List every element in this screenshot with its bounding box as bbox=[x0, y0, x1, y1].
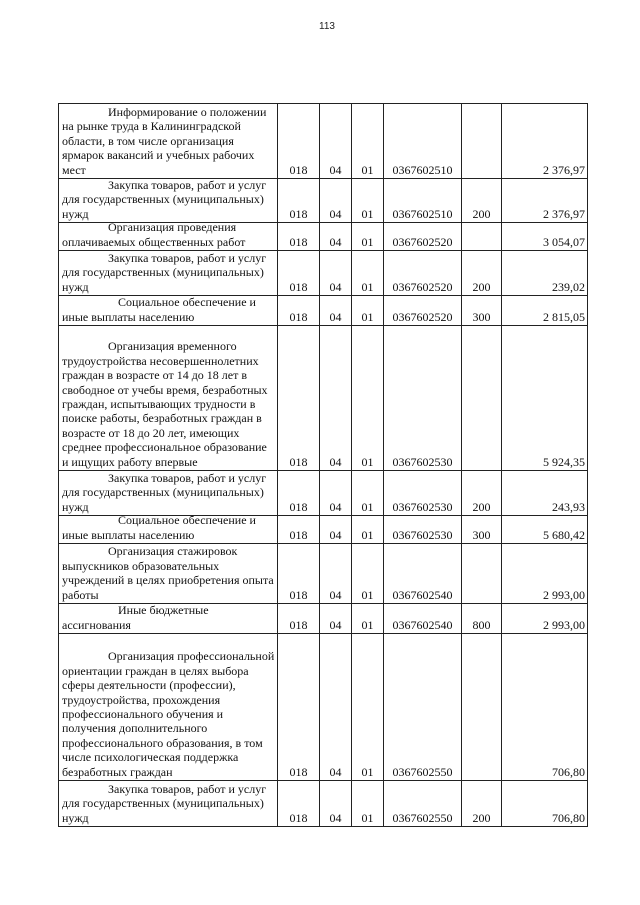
amount: 2 376,97 bbox=[502, 104, 588, 178]
section-code: 04 bbox=[320, 471, 352, 515]
subsection-code: 01 bbox=[352, 544, 384, 603]
section-code: 04 bbox=[320, 326, 352, 470]
amount: 2 993,00 bbox=[502, 544, 588, 603]
expense-type-code bbox=[462, 223, 502, 250]
expense-name: Иные бюджетные ассигнования bbox=[62, 604, 209, 632]
expense-name-cell bbox=[59, 223, 278, 250]
expense-name-cell bbox=[59, 179, 278, 222]
section-code: 04 bbox=[320, 544, 352, 603]
subsection-code: 01 bbox=[352, 604, 384, 633]
target-article-code: 0367602510 bbox=[384, 104, 462, 178]
department-code: 018 bbox=[278, 781, 320, 826]
amount: 3 054,07 bbox=[502, 223, 588, 250]
expense-name: Организация временного трудоустройства несовершеннолетних граждан в возрасте от 14 до 18 лет в свободное от учебы время, безработных граждан, испытывающих трудности в поиске работы, безработных граждан в возрасте от 18 до 20 лет, имеющих среднее профессиональное образование и ищущих работу впервые bbox=[62, 339, 268, 469]
expense-type-code: 200 bbox=[462, 179, 502, 222]
amount: 2 993,00 bbox=[502, 604, 588, 633]
table-row bbox=[59, 781, 588, 827]
department-code: 018 bbox=[278, 634, 320, 780]
target-article-code: 0367602550 bbox=[384, 634, 462, 780]
expense-type-code bbox=[462, 544, 502, 603]
target-article-code: 0367602550 bbox=[384, 781, 462, 826]
amount: 5 680,42 bbox=[502, 516, 588, 543]
expense-type-code: 800 bbox=[462, 604, 502, 633]
table-row bbox=[59, 604, 588, 634]
section-code: 04 bbox=[320, 104, 352, 178]
amount: 706,80 bbox=[502, 781, 588, 826]
expense-name: Организация проведения оплачиваемых общественных работ bbox=[62, 223, 246, 249]
expense-type-code: 200 bbox=[462, 471, 502, 515]
section-code: 04 bbox=[320, 223, 352, 250]
section-code: 04 bbox=[320, 604, 352, 633]
target-article-code: 0367602530 bbox=[384, 326, 462, 470]
expense-name: Организация стажировок выпускников образовательных учреждений в целях приобретения опыта работы bbox=[62, 544, 274, 602]
subsection-code: 01 bbox=[352, 296, 384, 325]
target-article-code: 0367602510 bbox=[384, 179, 462, 222]
expense-name-cell bbox=[59, 251, 278, 295]
table-row bbox=[59, 104, 588, 179]
expense-type-code: 200 bbox=[462, 251, 502, 295]
section-code: 04 bbox=[320, 781, 352, 826]
department-code: 018 bbox=[278, 471, 320, 515]
expense-name-cell bbox=[59, 326, 278, 470]
amount: 5 924,35 bbox=[502, 326, 588, 470]
department-code: 018 bbox=[278, 251, 320, 295]
amount: 239,02 bbox=[502, 251, 588, 295]
expense-name: Закупка товаров, работ и услуг для государственных (муниципальных) нужд bbox=[62, 471, 267, 514]
table-row bbox=[59, 296, 588, 326]
expense-type-code bbox=[462, 326, 502, 470]
section-code: 04 bbox=[320, 296, 352, 325]
subsection-code: 01 bbox=[352, 471, 384, 515]
section-code: 04 bbox=[320, 251, 352, 295]
subsection-code: 01 bbox=[352, 634, 384, 780]
department-code: 018 bbox=[278, 544, 320, 603]
expense-name: Закупка товаров, работ и услуг для государственных (муниципальных) нужд bbox=[62, 781, 267, 825]
target-article-code: 0367602520 bbox=[384, 296, 462, 325]
expense-name-cell bbox=[59, 104, 278, 178]
expense-name-cell bbox=[59, 471, 278, 515]
expense-name: Организация профессиональной ориентации граждан в целях выбора сферы деятельности (профессии), трудоустройства, прохождения профессионального обучения и получения дополнительного профессионального образования, в том числе психологическая поддержка безработных граждан bbox=[62, 649, 275, 779]
table-row bbox=[59, 223, 588, 251]
amount: 2 815,05 bbox=[502, 296, 588, 325]
target-article-code: 0367602530 bbox=[384, 516, 462, 543]
department-code: 018 bbox=[278, 179, 320, 222]
department-code: 018 bbox=[278, 516, 320, 543]
target-article-code: 0367602520 bbox=[384, 251, 462, 295]
target-article-code: 0367602540 bbox=[384, 604, 462, 633]
expense-name-cell bbox=[59, 781, 278, 826]
table-row bbox=[59, 634, 588, 781]
section-code: 04 bbox=[320, 516, 352, 543]
target-article-code: 0367602530 bbox=[384, 471, 462, 515]
subsection-code: 01 bbox=[352, 516, 384, 543]
expense-name-cell bbox=[59, 516, 278, 543]
expense-name: Закупка товаров, работ и услуг для государственных (муниципальных) нужд bbox=[62, 179, 267, 221]
department-code: 018 bbox=[278, 326, 320, 470]
table-row bbox=[59, 251, 588, 296]
table-row bbox=[59, 179, 588, 223]
expense-name: Социальное обеспечение и иные выплаты населению bbox=[62, 296, 256, 324]
amount: 2 376,97 bbox=[502, 179, 588, 222]
table-row bbox=[59, 544, 588, 604]
department-code: 018 bbox=[278, 104, 320, 178]
amount: 243,93 bbox=[502, 471, 588, 515]
subsection-code: 01 bbox=[352, 223, 384, 250]
expense-type-code bbox=[462, 634, 502, 780]
table-row bbox=[59, 471, 588, 516]
department-code: 018 bbox=[278, 223, 320, 250]
expense-type-code: 200 bbox=[462, 781, 502, 826]
expense-name-cell bbox=[59, 634, 278, 780]
expense-name: Социальное обеспечение и иные выплаты населению bbox=[62, 516, 256, 542]
expense-name-cell bbox=[59, 296, 278, 325]
department-code: 018 bbox=[278, 604, 320, 633]
subsection-code: 01 bbox=[352, 326, 384, 470]
subsection-code: 01 bbox=[352, 251, 384, 295]
target-article-code: 0367602540 bbox=[384, 544, 462, 603]
section-code: 04 bbox=[320, 179, 352, 222]
section-code: 04 bbox=[320, 634, 352, 780]
page-number: 113 bbox=[319, 21, 335, 32]
department-code: 018 bbox=[278, 296, 320, 325]
expense-type-code: 300 bbox=[462, 516, 502, 543]
expense-name: Закупка товаров, работ и услуг для государственных (муниципальных) нужд bbox=[62, 251, 267, 294]
expense-name-cell bbox=[59, 544, 278, 603]
expense-type-code: 300 bbox=[462, 296, 502, 325]
table-row bbox=[59, 326, 588, 471]
expense-name-cell bbox=[59, 604, 278, 633]
target-article-code: 0367602520 bbox=[384, 223, 462, 250]
expense-type-code bbox=[462, 104, 502, 178]
amount: 706,80 bbox=[502, 634, 588, 780]
subsection-code: 01 bbox=[352, 781, 384, 826]
expense-name: Информирование о положении на рынке труда в Калининградской области, в том числе организация ярмарок вакансий и учебных рабочих мест bbox=[62, 104, 267, 177]
subsection-code: 01 bbox=[352, 179, 384, 222]
table-row bbox=[59, 516, 588, 544]
budget-table bbox=[58, 103, 588, 827]
subsection-code: 01 bbox=[352, 104, 384, 178]
